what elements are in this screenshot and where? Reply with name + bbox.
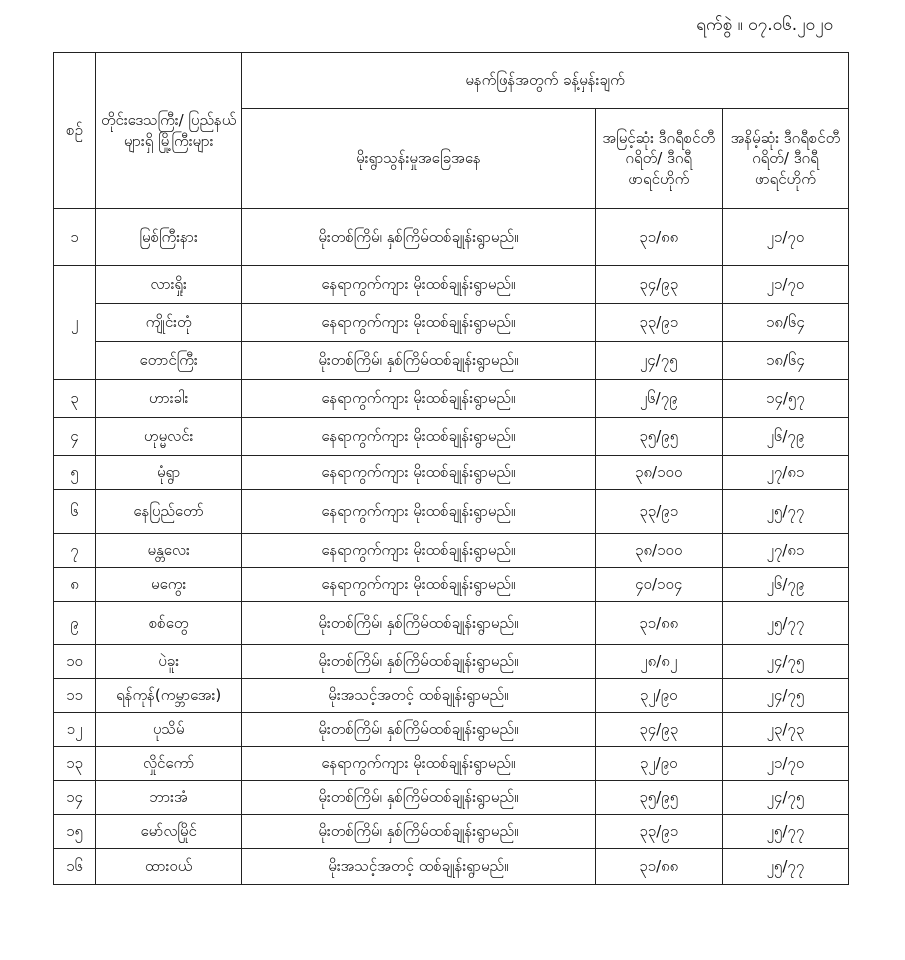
max-temp: ၃၅/၉၅: [595, 418, 722, 456]
city-name: လှိုင်ကော်: [96, 747, 242, 781]
min-temp: ၁၈/၆၄: [722, 304, 848, 342]
rain-condition: နေရာကွက်ကျား မိုးထစ်ချုန်းရွာမည်။: [242, 380, 595, 418]
rain-condition: မိုးအသင့်အတင့် ထစ်ချုန်းရွာမည်။: [242, 849, 595, 885]
table-row: [54, 781, 849, 815]
max-temp: ၃၃/၉၁: [595, 490, 722, 534]
table-row: [54, 456, 849, 490]
table-row: [54, 209, 849, 266]
header-min-temp: အနိမ့်ဆုံး ဒီဂရီစင်တီဂရိတ်/ ဒီဂရီဖာရင်ဟိုက်: [722, 109, 848, 209]
forecast-table: [53, 52, 849, 885]
row-number: ၁၅: [54, 815, 96, 849]
table-row: [54, 490, 849, 534]
row-number: ၁၀: [54, 645, 96, 679]
row-number: ၁: [54, 209, 96, 266]
rain-condition: မိုးတစ်ကြိမ်၊ နှစ်ကြိမ်ထစ်ချုန်းရွာမည်။: [242, 645, 595, 679]
min-temp: ၂၁/၇၀: [722, 266, 848, 304]
city-name: ထားဝယ်: [96, 849, 242, 885]
city-name: မုံရွာ: [96, 456, 242, 490]
rain-condition: မိုးတစ်ကြိမ်၊ နှစ်ကြိမ်ထစ်ချုန်းရွာမည်။: [242, 781, 595, 815]
min-temp: ၁၈/၆၄: [722, 342, 848, 380]
max-temp: ၃၄/၉၃: [595, 713, 722, 747]
max-temp: ၃၈/၁၀၀: [595, 534, 722, 568]
table-row: [54, 815, 849, 849]
table-row: [54, 534, 849, 568]
table-row: [54, 568, 849, 602]
city-name: မကွေး: [96, 568, 242, 602]
city-name: ရန်ကုန်(ကမ္ဘာအေး): [96, 679, 242, 713]
row-number: ၇: [54, 534, 96, 568]
rain-condition: နေရာကွက်ကျား မိုးထစ်ချုန်းရွာမည်။: [242, 534, 595, 568]
table-row: [54, 679, 849, 713]
city-name: ကျိုင်းတုံ: [96, 304, 242, 342]
row-number: ၁၃: [54, 747, 96, 781]
max-temp: ၃၅/၉၅: [595, 781, 722, 815]
table-body: [54, 209, 849, 885]
city-name: ဟားခါး: [96, 380, 242, 418]
rain-condition: မိုးတစ်ကြိမ်၊ နှစ်ကြိမ်ထစ်ချုန်းရွာမည်။: [242, 209, 595, 266]
min-temp: ၂၅/၇၇: [722, 849, 848, 885]
max-temp: ၃၁/၈၈: [595, 209, 722, 266]
city-name: တောင်ကြီး: [96, 342, 242, 380]
table-row: [54, 747, 849, 781]
max-temp: ၃၄/၉၃: [595, 266, 722, 304]
city-name: ဘားအံ: [96, 781, 242, 815]
rain-condition: နေရာကွက်ကျား မိုးထစ်ချုန်းရွာမည်။: [242, 304, 595, 342]
rain-condition: နေရာကွက်ကျား မိုးထစ်ချုန်းရွာမည်။: [242, 418, 595, 456]
max-temp: ၂၄/၇၅: [595, 342, 722, 380]
max-temp: ၃၈/၁၀၀: [595, 456, 722, 490]
row-number: ၁၁: [54, 679, 96, 713]
min-temp: ၂၅/၇၇: [722, 815, 848, 849]
max-temp: ၃၁/၈၈: [595, 602, 722, 645]
min-temp: ၂၅/၇၇: [722, 490, 848, 534]
row-number: ၃: [54, 380, 96, 418]
max-temp: ၂၆/၇၉: [595, 380, 722, 418]
row-number: ၁၂: [54, 713, 96, 747]
row-number: ၁၄: [54, 781, 96, 815]
min-temp: ၂၄/၇၅: [722, 781, 848, 815]
row-number: ၂: [54, 266, 96, 380]
row-number: ၈: [54, 568, 96, 602]
city-name: လားရှိုး: [96, 266, 242, 304]
rain-condition: မိုးတစ်ကြိမ်၊ နှစ်ကြိမ်ထစ်ချုန်းရွာမည်။: [242, 342, 595, 380]
row-number: ၉: [54, 602, 96, 645]
city-name: ပဲခူး: [96, 645, 242, 679]
min-temp: ၂၇/၈၁: [722, 456, 848, 490]
max-temp: ၃၂/၉၀: [595, 679, 722, 713]
max-temp: ၃၁/၈၈: [595, 849, 722, 885]
header-city: တိုင်းဒေသကြီး/ ပြည်နယ်များရှိ မြို့ကြီးများ: [96, 53, 242, 209]
min-temp: ၂၄/၇၅: [722, 679, 848, 713]
table-row: [54, 645, 849, 679]
city-name: မန္တလေး: [96, 534, 242, 568]
header-no: စဉ်: [54, 53, 96, 209]
min-temp: ၂၃/၇၃: [722, 713, 848, 747]
min-temp: ၂၇/၈၁: [722, 534, 848, 568]
max-temp: ၃၂/၉၀: [595, 747, 722, 781]
row-number: ၆: [54, 490, 96, 534]
max-temp: ၃၃/၉၁: [595, 304, 722, 342]
date-line: ရက်စွဲ ။ ၀၇.၀၆.၂၀၂၀: [696, 15, 833, 35]
table-row: [54, 380, 849, 418]
rain-condition: မိုးတစ်ကြိမ်၊ နှစ်ကြိမ်ထစ်ချုန်းရွာမည်။: [242, 815, 595, 849]
city-name: ဟုမ္မလင်း: [96, 418, 242, 456]
table-row: [54, 713, 849, 747]
row-number: ၅: [54, 456, 96, 490]
table-row: [54, 304, 849, 342]
table-row: [54, 849, 849, 885]
row-number: ၄: [54, 418, 96, 456]
max-temp: ၄၀/၁၀၄: [595, 568, 722, 602]
rain-condition: နေရာကွက်ကျား မိုးထစ်ချုန်းရွာမည်။: [242, 266, 595, 304]
header-max-temp: အမြင့်ဆုံး ဒီဂရီစင်တီဂရိတ်/ ဒီဂရီဖာရင်ဟိုက်: [595, 109, 722, 209]
city-name: စစ်တွေ: [96, 602, 242, 645]
city-name: ပုသိမ်: [96, 713, 242, 747]
table-row: [54, 342, 849, 380]
row-number: ၁၆: [54, 849, 96, 885]
rain-condition: နေရာကွက်ကျား မိုးထစ်ချုန်းရွာမည်။: [242, 490, 595, 534]
max-temp: ၃၃/၉၁: [595, 815, 722, 849]
table-row: [54, 418, 849, 456]
min-temp: ၂၅/၇၇: [722, 602, 848, 645]
rain-condition: မိုးအသင့်အတင့် ထစ်ချုန်းရွာမည်။: [242, 679, 595, 713]
min-temp: ၂၆/၇၉: [722, 418, 848, 456]
table-row: [54, 266, 849, 304]
min-temp: ၂၄/၇၅: [722, 645, 848, 679]
city-name: မြစ်ကြီးနား: [96, 209, 242, 266]
header-forecast: မနက်ဖြန်အတွက် ခန့်မှန်းချက်: [242, 53, 849, 109]
city-name: နေပြည်တော်: [96, 490, 242, 534]
header-condition: မိုးရွာသွန်းမှုအခြေအနေ: [242, 109, 595, 209]
min-temp: ၂၁/၇၀: [722, 209, 848, 266]
rain-condition: မိုးတစ်ကြိမ်၊ နှစ်ကြိမ်ထစ်ချုန်းရွာမည်။: [242, 602, 595, 645]
rain-condition: မိုးတစ်ကြိမ်၊ နှစ်ကြိမ်ထစ်ချုန်းရွာမည်။: [242, 713, 595, 747]
rain-condition: နေရာကွက်ကျား မိုးထစ်ချုန်းရွာမည်။: [242, 747, 595, 781]
min-temp: ၁၄/၅၇: [722, 380, 848, 418]
max-temp: ၂၈/၈၂: [595, 645, 722, 679]
min-temp: ၂၁/၇၀: [722, 747, 848, 781]
rain-condition: နေရာကွက်ကျား မိုးထစ်ချုန်းရွာမည်။: [242, 568, 595, 602]
min-temp: ၂၆/၇၉: [722, 568, 848, 602]
city-name: မော်လမြိုင်: [96, 815, 242, 849]
rain-condition: နေရာကွက်ကျား မိုးထစ်ချုန်းရွာမည်။: [242, 456, 595, 490]
table-row: [54, 602, 849, 645]
